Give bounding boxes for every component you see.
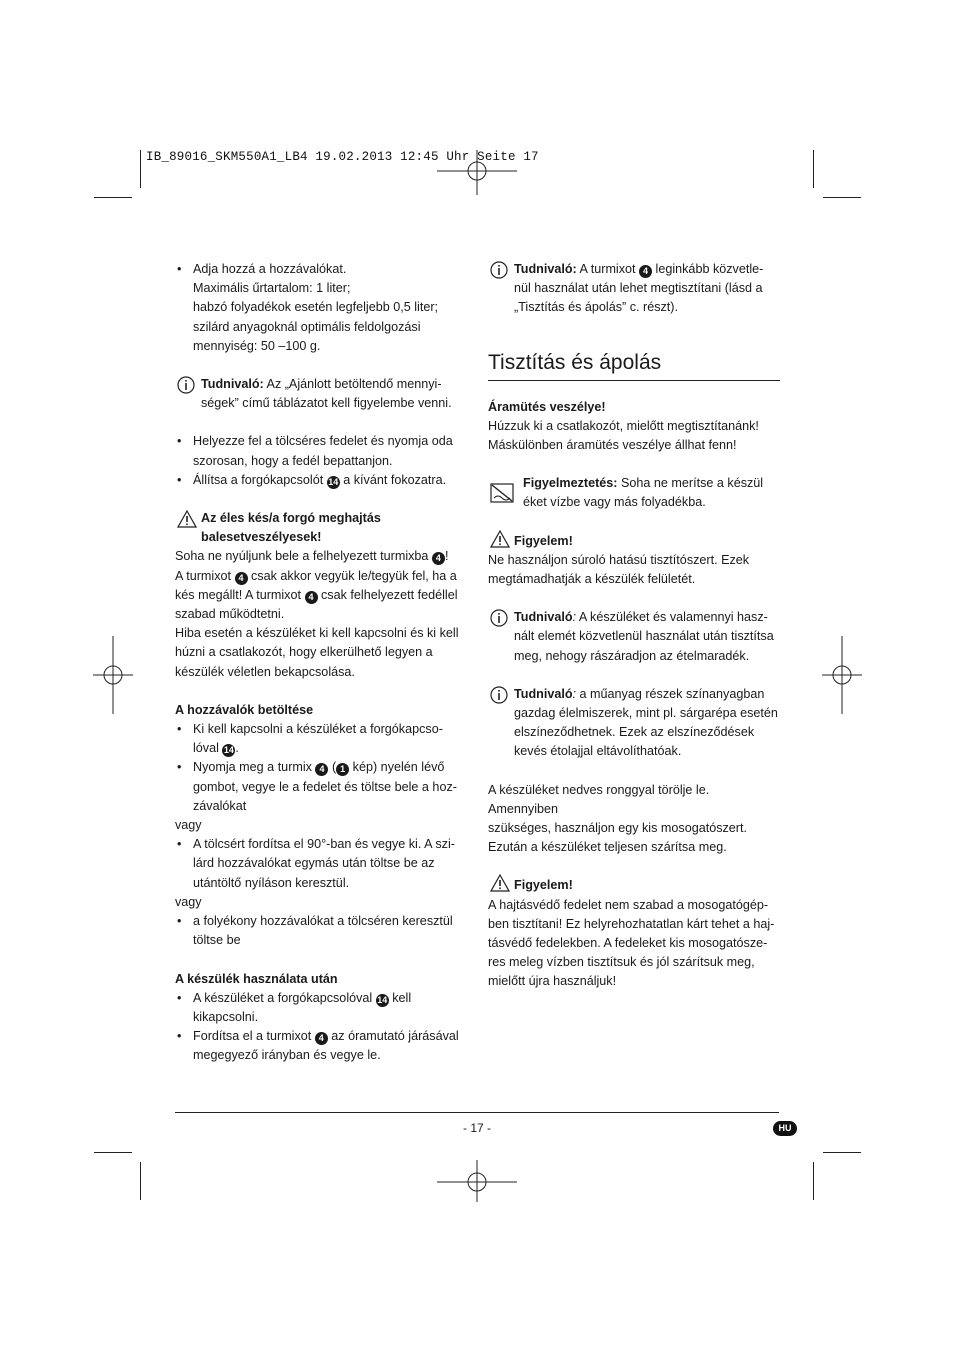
- no-water-icon: [490, 482, 508, 500]
- section-title: A hozzávalók betöltése: [175, 702, 314, 717]
- list-item: • Állítsa a forgókapcsolót 14 a kívánt fokozatra.: [175, 471, 467, 490]
- list-item: • Nyomja meg a turmix 4 ( 1 kép) nyelén lévő gombot, vegye le a fedelet és töltse bele a hoz- závalókat: [175, 758, 467, 816]
- info-circle-icon: [490, 261, 508, 279]
- part-number-badge: 14: [223, 745, 234, 756]
- part-number-badge: 4: [639, 265, 652, 278]
- section-title: A készülék használata után: [175, 971, 338, 986]
- language-badge: HU: [773, 1121, 797, 1136]
- list-item: • A tölcsért fordítsa el 90°-ban és vegye ki. A szi- lárd hozzávalókat egymás után töltse be az utántöltő nyíláson keresztül.: [175, 835, 467, 893]
- page-number: - 17 -: [462, 1121, 491, 1135]
- list-item: • Fordítsa el a turmixot 4 az óramutató járásával megegyező irányban és vegye le.: [175, 1027, 467, 1065]
- list-item: • A készüléket a forgókapcsolóval 14 kell kikapcsolni.: [175, 989, 467, 1027]
- registration-mark-left: [93, 636, 133, 714]
- left-column: • Adja hozzá a hozzávalókat. Maximális űrtartalom: 1 liter; habzó folyadékok esetén legfeljebb 0,5 liter; szilárd anyagoknál optimális feldolgozási mennyiség: 50 –100 g. Tudnivaló: Az „Ajánlott betöltendő mennyi- ségek” című táblázatot kell figyelembe venni. • Helyezze fel a tölcséres fedelet és nyomja oda szorosan, hogy a fedél bepattanjon. • Állítsa a forgókapcsolót 14 a kívánt fokozatra. Az éles kés/a forgó meghajtás balesetveszélyesek! Soha ne nyúljunk bele a felhelyezett turmixba 4 ! A turmixot 4 csak akkor vegyük le/tegyük fel, ha a kés megállt! A turmixot 4 csak felhelyezett fedéllel szabad működtetni. Hiba esetén a készüléket ki kell kapcsolni és ki kell húzni a csatlakozót, hogy elkerülhető legyen a készülék véletlen bekapcsolása. A hozzávalók betöltése • Ki kell kapcsolni a készüléket a forgókapcso- lóval 14 . • Nyomja meg a turmix 4 ( 1 kép) nyelén lévő gombot, vegye le a fedelet és töltse bele a hoz- závalókat vagy • A tölcsért fordítsa el 90°-ban és vegye ki. A szi- lárd hozzávalókat egymás után töltse be az utántöltő nyíláson keresztül. vagy • a folyékony hozzávalókat a tölcséren keresztül töltse be A készülék használata után • A készüléket a forgókapcsolóval 14 kell kikapcsolni. • Fordítsa el a turmixot 4 az óramutató járásával megegyező irányban és vegye le.: [175, 260, 467, 1066]
- right-column: Tudnivaló: A turmixot 4 leginkább közvetle- nül használat után lehet megtisztítani (lásd a „Tisztítás és ápolás” c. részt). Tisztítás és ápolás Áramütés veszélye! Húzzuk ki a csatlakozót, mielőtt megtisztítanánk! Máskülönben áramütés veszélye állhat fenn! Figyelmeztetés: Soha ne merítse a készül éket vízbe vagy más folyadékba. Figyelem! Ne használjon súroló hatású tisztítószert. Ezek megtámadhatják a készülék felületét. Tudnivaló: A készüléket és valamennyi hasz- nált elemét közvetlenül használat után tisztítsa meg, nehogy rászáradjon az ételmaradék. Tudnivaló: a műanyag részek színanyagban gazdag élelmiszerek, mint pl. sárgarépa esetén elszíneződhetnek. Ezek az elszíneződések kevés étolajjal eltávolíthatóak. A készüléket nedves ronggyal törölje le. Amennyiben szükséges, használjon egy kis mosogatószert. Ezután a készüléket teljesen szárítsa meg. Figyelem! A hajtásvédő fedelet nem szabad a mosogatógép- ben tisztítani! Ez helyrehozhatatlan kárt tehet a haj- tásvédő fedelekben. A fedeleket kis mosogatósze- res meleg vízben tisztítsuk és jól szárítsuk meg, mielőtt újra használjuk!: [488, 260, 780, 992]
- warning-note: Figyelem!: [488, 876, 780, 895]
- part-number-badge: 4: [315, 763, 328, 776]
- info-note: Tudnivaló: Az „Ajánlott betöltendő mennyi- ségek” című táblázatot kell figyelembe venni.: [175, 375, 467, 413]
- warning-triangle-icon: [490, 874, 508, 892]
- section-title: Áramütés veszélye!: [488, 399, 606, 414]
- list-item: • Adja hozzá a hozzávalókat. Maximális űrtartalom: 1 liter; habzó folyadékok esetén legfeljebb 0,5 liter; szilárd anyagoknál optimális feldolgozási mennyiség: 50 –100 g.: [175, 260, 467, 356]
- part-number-badge: 4: [315, 1032, 328, 1045]
- info-note: Tudnivaló: A készüléket és valamennyi hasz- nált elemét közvetlenül használat után tisztítsa meg, nehogy rászáradjon az ételmaradék.: [488, 608, 780, 666]
- info-note: Tudnivaló: a műanyag részek színanyagban gazdag élelmiszerek, mint pl. sárgarépa esetén elszíneződhetnek. Ezek az elszíneződések kevés étolajjal eltávolíthatóak.: [488, 685, 780, 762]
- list-item: • a folyékony hozzávalókat a tölcséren keresztül töltse be: [175, 912, 467, 950]
- footer-rule: [175, 1112, 779, 1113]
- info-note: Tudnivaló: A turmixot 4 leginkább közvetle- nül használat után lehet megtisztítani (lásd a „Tisztítás és ápolás” c. részt).: [488, 260, 780, 318]
- registration-mark-right: [822, 636, 862, 714]
- part-number-badge: 14: [377, 994, 388, 1005]
- list-item: • Ki kell kapcsolni a készüléket a forgókapcso- lóval 14 .: [175, 720, 467, 758]
- warning-triangle-icon: [177, 510, 195, 528]
- prohibition-note: Figyelmeztetés: Soha ne merítse a készül éket vízbe vagy más folyadékba.: [488, 474, 780, 512]
- registration-mark-top: [437, 150, 517, 195]
- part-number-badge: 4: [235, 572, 248, 585]
- list-item: • Helyezze fel a tölcséres fedelet és nyomja oda szorosan, hogy a fedél bepattanjon.: [175, 432, 467, 470]
- figure-number-badge: 1: [336, 763, 349, 776]
- print-header: IB_89016_SKM550A1_LB4 19.02.2013 12:45 Uhr Seite 17: [146, 150, 539, 164]
- page-title: Tisztítás és ápolás: [488, 350, 662, 374]
- part-number-badge: 4: [432, 552, 445, 565]
- warning-note: Az éles kés/a forgó meghajtás balesetveszélyesek!: [175, 509, 467, 547]
- info-circle-icon: [490, 609, 508, 627]
- warning-triangle-icon: [490, 530, 508, 548]
- part-number-badge: 4: [305, 591, 318, 604]
- warning-note: Figyelem!: [488, 532, 780, 551]
- part-number-badge: 14: [328, 476, 339, 487]
- info-circle-icon: [490, 686, 508, 704]
- info-circle-icon: [177, 376, 195, 394]
- registration-mark-bottom: [437, 1160, 517, 1202]
